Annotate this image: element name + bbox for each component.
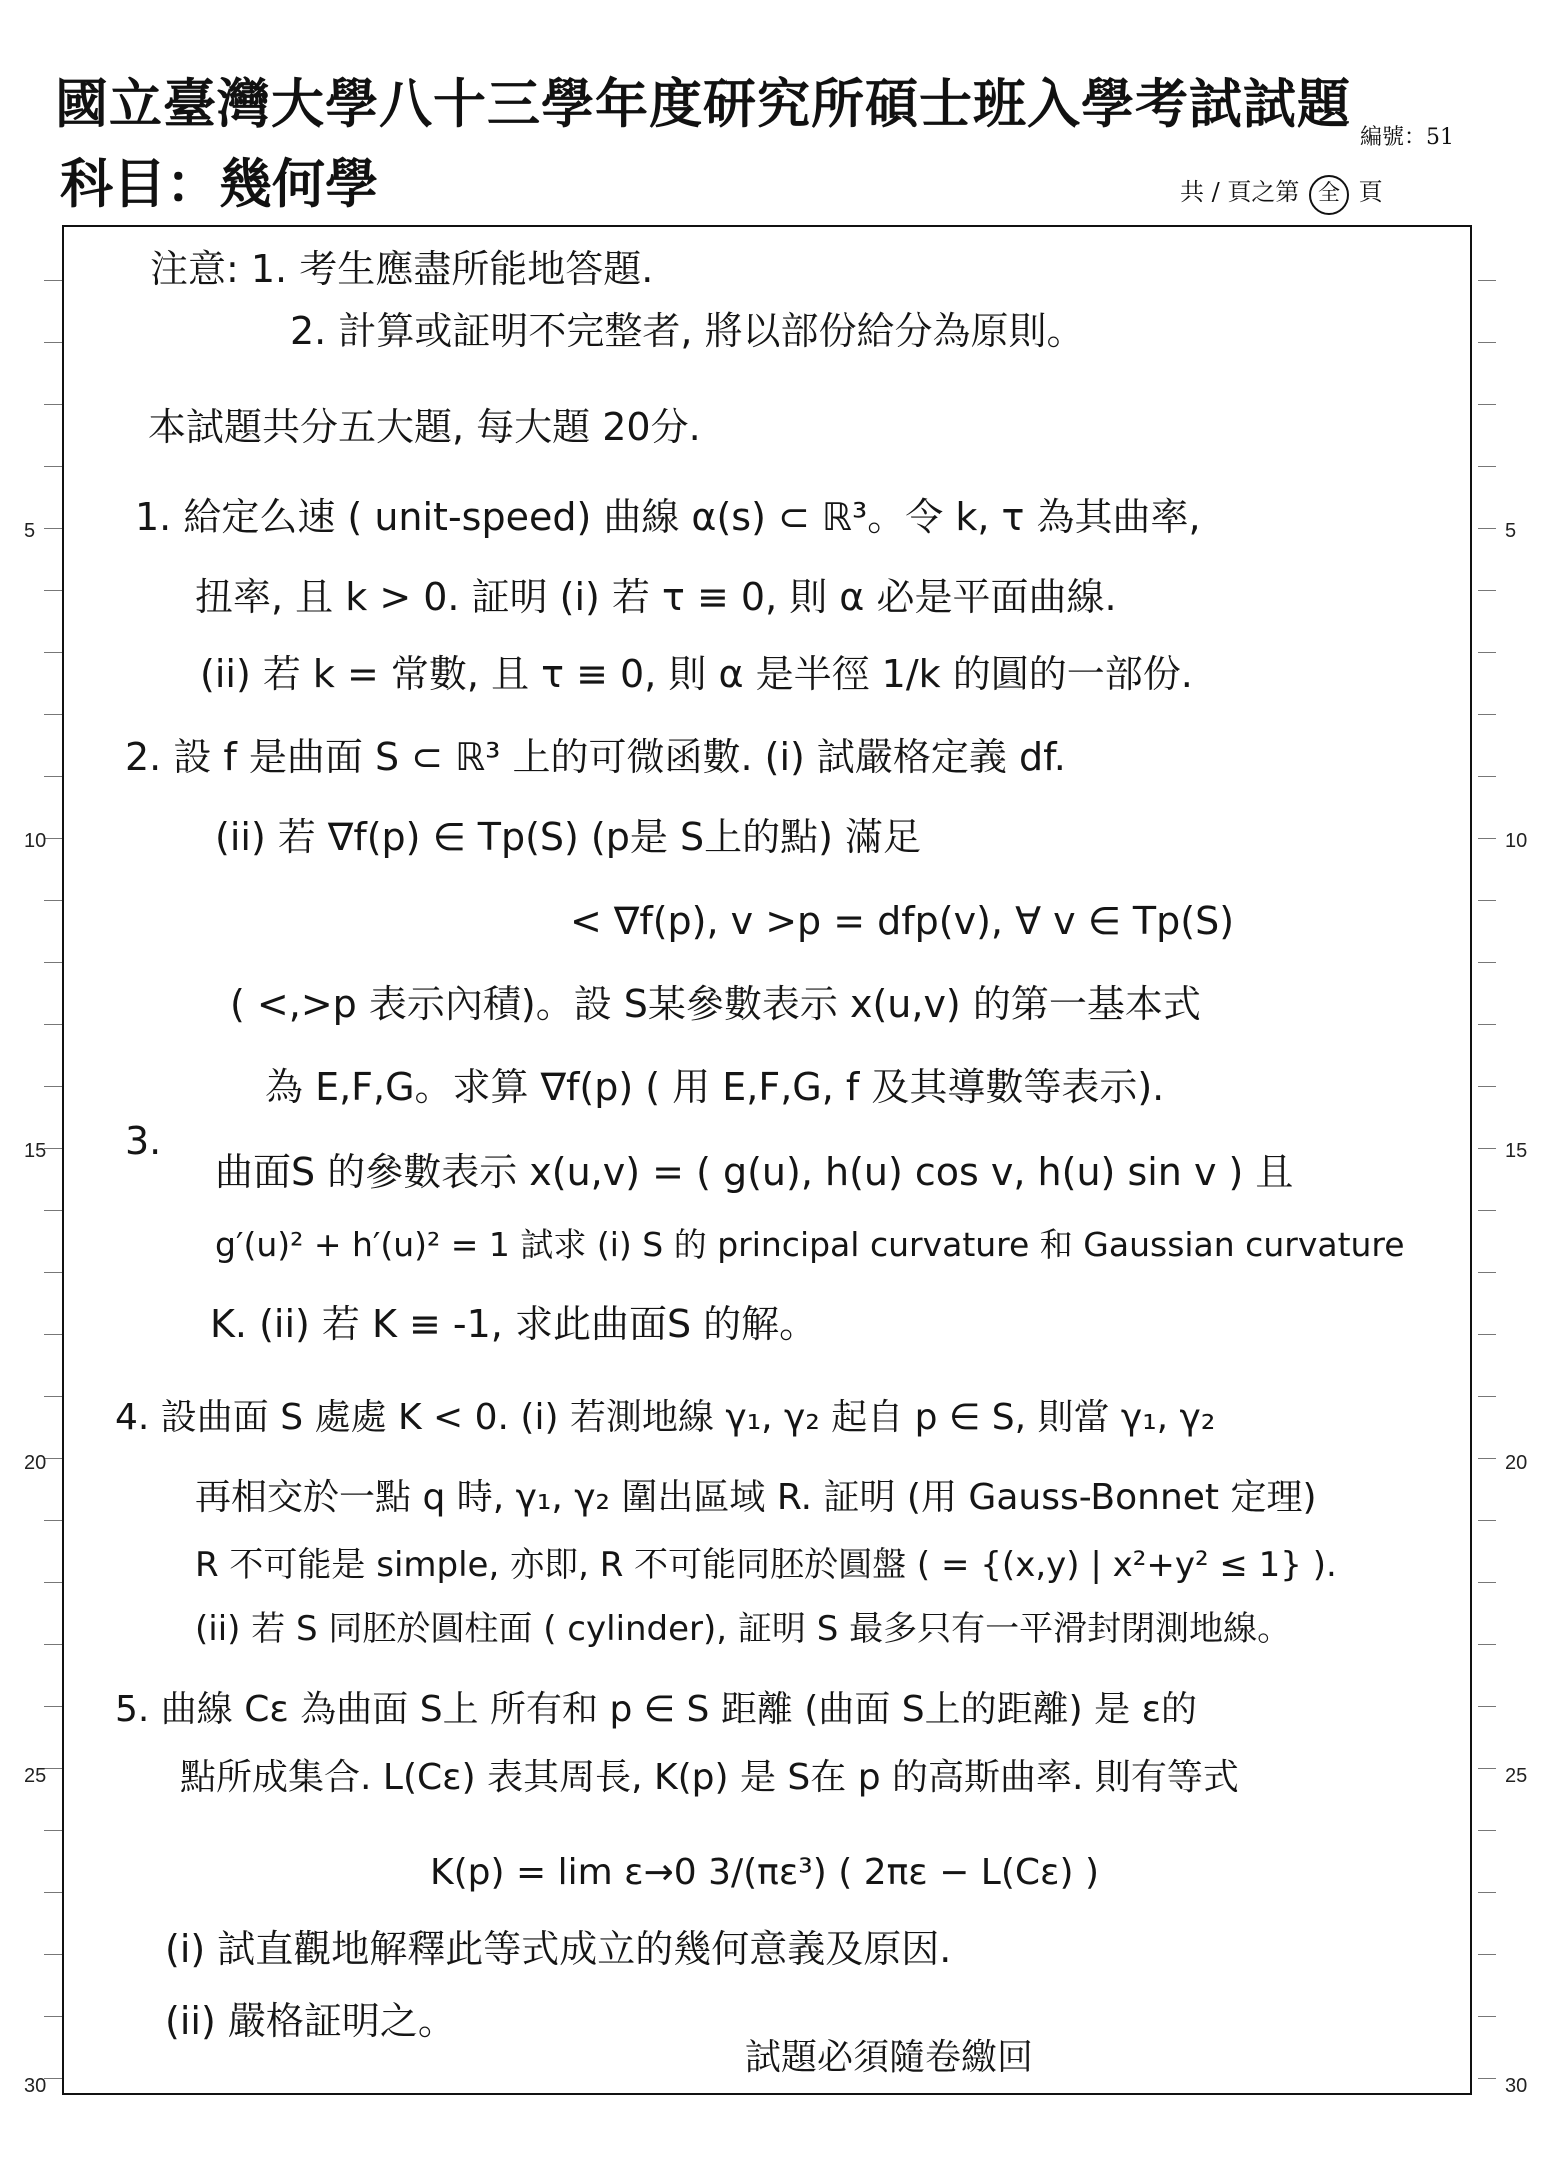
problem-5-line-1: 5. 曲線 Cε 為曲面 S上 所有和 p ∈ S 距離 (曲面 S上的距離) 是 ε的 [115, 1689, 1198, 1730]
notice-line-2: 2. 計算或証明不完整者, 將以部份給分為原則。 [290, 309, 1085, 353]
margin-tick [1478, 1148, 1496, 1149]
margin-tick [44, 1148, 62, 1149]
page-circle: 全 [1309, 175, 1349, 215]
margin-tick [1478, 1458, 1496, 1459]
problem-2-line-1: 2. 設 f 是曲面 S ⊂ ℝ³ 上的可微函數. (i) 試嚴格定義 df. [125, 735, 1066, 779]
return-notice: 試題必須隨卷繳回 [745, 2037, 1034, 2078]
margin-tick [1478, 1334, 1496, 1335]
margin-tick [1478, 1210, 1496, 1211]
problem-5-equation: K(p) = lim ε→0 3/(πε³) ( 2πε − L(Cε) ) [430, 1852, 1100, 1893]
problem-3-line-1: 曲面S 的參數表示 x(u,v) = ( g(u), h(u) cos v, h(u) sin v ) 且 [215, 1150, 1294, 1194]
problem-5-line-4: (ii) 嚴格証明之。 [165, 1999, 456, 2043]
exam-instructions: 本試題共分五大題, 每大題 20分. [148, 405, 701, 449]
margin-tick [1478, 1520, 1496, 1521]
margin-tick [1478, 404, 1496, 405]
line-number-15-right: 15 [1505, 1140, 1528, 1162]
margin-tick [44, 1892, 62, 1893]
problem-3-line-3: K. (ii) 若 K ≡ -1, 求此曲面S 的解。 [210, 1302, 818, 1346]
problem-1-line-3: (ii) 若 k = 常數, 且 τ ≡ 0, 則 α 是半徑 1/k 的圓的一部份. [200, 652, 1193, 696]
problem-1-line-2: 扭率, 且 k > 0. 証明 (i) 若 τ ≡ 0, 則 α 必是平面曲線. [195, 575, 1117, 619]
problem-5-line-3: (i) 試直觀地解釋此等式成立的幾何意義及原因. [165, 1927, 952, 1971]
margin-tick [44, 1458, 62, 1459]
line-number-10-right: 10 [1505, 830, 1528, 852]
margin-tick [44, 1024, 62, 1025]
margin-tick [1478, 1706, 1496, 1707]
problem-4-line-3: R 不可能是 simple, 亦即, R 不可能同胚於圓盤 ( = {(x,y) | x²+y² ≤ 1} ). [195, 1545, 1337, 1585]
margin-tick [44, 2016, 62, 2017]
margin-tick [44, 466, 62, 467]
line-number-30-right: 30 [1505, 2075, 1528, 2097]
line-number-30-left: 30 [24, 2075, 47, 2097]
line-number-20-right: 20 [1505, 1452, 1528, 1474]
margin-tick [44, 2078, 62, 2079]
margin-tick [1478, 1086, 1496, 1087]
problem-4-line-4: (ii) 若 S 同胚於圓柱面 ( cylinder), 証明 S 最多只有一平滑封閉測地線。 [195, 1609, 1292, 1649]
margin-tick [1478, 2078, 1496, 2079]
margin-tick [1478, 1768, 1496, 1769]
margin-tick [44, 714, 62, 715]
margin-tick [44, 838, 62, 839]
margin-tick [44, 1582, 62, 1583]
margin-tick [1478, 528, 1496, 529]
page-info [1180, 172, 1383, 215]
subject-heading: 科目：幾何學 [60, 153, 378, 215]
margin-tick [1478, 1830, 1496, 1831]
margin-tick [44, 1334, 62, 1335]
exam-title: 國立臺灣大學八十三學年度研究所碩士班入學考試試題 [55, 73, 1351, 135]
margin-tick [1478, 1582, 1496, 1583]
problem-2-line-2: (ii) 若 ∇f(p) ∈ Tp(S) (p是 S上的點) 滿足 [215, 815, 921, 859]
serial-number: 編號：51 [1360, 125, 1454, 150]
margin-tick [1478, 1954, 1496, 1955]
page-suffix: 頁 [1358, 178, 1383, 206]
problem-4-line-1: 4. 設曲面 S 處處 K < 0. (i) 若測地線 γ₁, γ₂ 起自 p ∈ S, 則當 γ₁, γ₂ [115, 1397, 1216, 1438]
margin-tick [1478, 900, 1496, 901]
margin-tick [44, 590, 62, 591]
problem-2-equation: < ∇f(p), v >p = dfp(v), ∀ v ∈ Tp(S) [570, 899, 1235, 943]
problem-3-line-2: g′(u)² + h′(u)² = 1 試求 (i) S 的 principal curvature 和 Gaussian curvature [215, 1225, 1405, 1264]
margin-tick [1478, 590, 1496, 591]
margin-tick [44, 342, 62, 343]
problem-1-line-1: 1. 給定么速 ( unit-speed) 曲線 α(s) ⊂ ℝ³。令 k, τ 為其曲率, [135, 495, 1201, 539]
margin-tick [1478, 2016, 1496, 2017]
line-number-25-right: 25 [1505, 1765, 1528, 1787]
margin-tick [44, 528, 62, 529]
problem-2-line-4: 為 E,F,G。求算 ∇f(p) ( 用 E,F,G, f 及其導數等表示). [265, 1065, 1165, 1109]
margin-tick [1478, 466, 1496, 467]
margin-tick [1478, 1644, 1496, 1645]
margin-tick [44, 1086, 62, 1087]
line-number-20-left: 20 [24, 1452, 47, 1474]
margin-tick [44, 1520, 62, 1521]
margin-tick [1478, 962, 1496, 963]
margin-tick [44, 280, 62, 281]
margin-tick [1478, 1892, 1496, 1893]
margin-tick [1478, 776, 1496, 777]
margin-tick [1478, 838, 1496, 839]
margin-tick [1478, 652, 1496, 653]
margin-tick [44, 1396, 62, 1397]
margin-tick [44, 1272, 62, 1273]
margin-tick [44, 404, 62, 405]
problem-5-line-2: 點所成集合. L(Cε) 表其周長, K(p) 是 S在 p 的高斯曲率. 則有等式 [180, 1757, 1239, 1798]
line-number-10-left: 10 [24, 830, 47, 852]
line-number-5-right: 5 [1505, 520, 1517, 542]
margin-tick [44, 652, 62, 653]
margin-tick [44, 1706, 62, 1707]
margin-tick [1478, 1396, 1496, 1397]
margin-tick [1478, 714, 1496, 715]
margin-tick [1478, 342, 1496, 343]
notice-line-1: 注意: 1. 考生應盡所能地答題. [150, 247, 654, 291]
problem-4-line-2: 再相交於一點 q 時, γ₁, γ₂ 圍出區域 R. 証明 (用 Gauss-Bonnet 定理) [195, 1477, 1317, 1518]
margin-tick [1478, 1272, 1496, 1273]
margin-tick [44, 1210, 62, 1211]
margin-tick [44, 1830, 62, 1831]
problem-2-line-3: ( <,>p 表示內積)。設 S某參數表示 x(u,v) 的第一基本式 [230, 982, 1201, 1026]
line-number-15-left: 15 [24, 1140, 47, 1162]
margin-tick [44, 1644, 62, 1645]
margin-tick [44, 776, 62, 777]
margin-tick [44, 1768, 62, 1769]
margin-tick [44, 1954, 62, 1955]
margin-tick [1478, 1024, 1496, 1025]
margin-tick [44, 900, 62, 901]
problem-3-number: 3. [125, 1119, 162, 1163]
line-number-25-left: 25 [24, 1765, 47, 1787]
page-prefix: 共 / 頁之第 [1180, 178, 1300, 206]
margin-tick [44, 962, 62, 963]
line-number-5-left: 5 [24, 520, 36, 542]
margin-tick [1478, 280, 1496, 281]
